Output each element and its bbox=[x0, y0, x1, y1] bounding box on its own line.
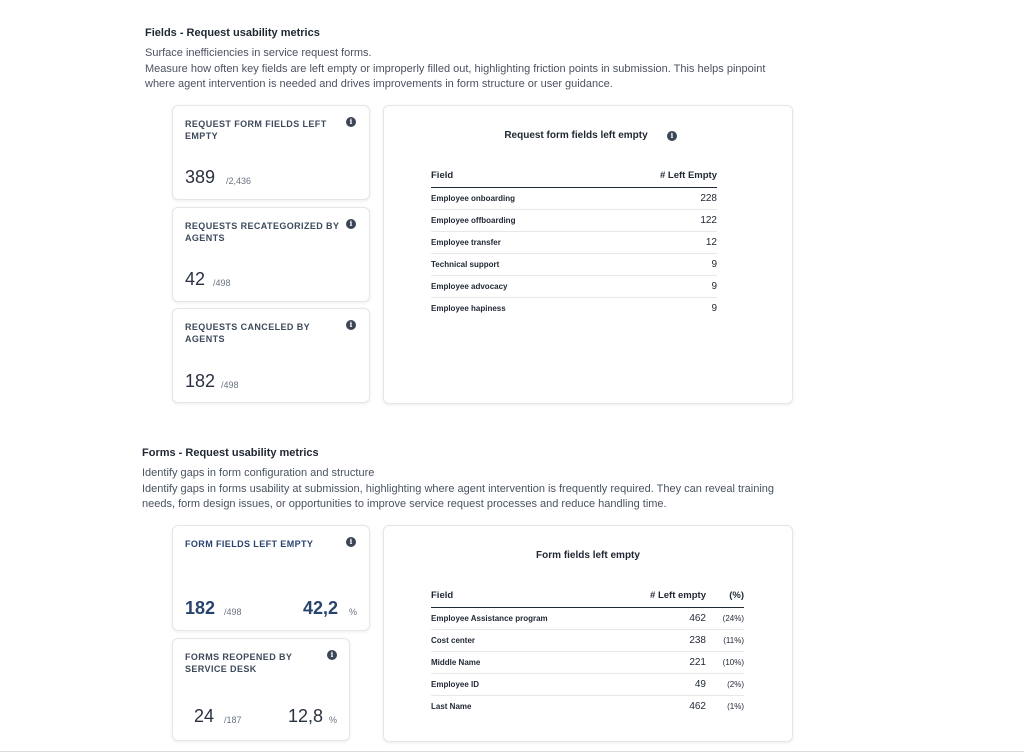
column-header-field: Field bbox=[431, 590, 617, 608]
fields-section-title: Fields - Request usability metrics bbox=[145, 27, 320, 39]
table-row: Employee ID 49 (2%) bbox=[431, 674, 744, 696]
table-row: Employee onboarding 228 bbox=[431, 188, 717, 210]
metric-percent: 12,8 bbox=[288, 706, 324, 726]
metric-value: 389 bbox=[185, 167, 216, 187]
forms-section-title: Forms - Request usability metrics bbox=[142, 447, 319, 459]
card-label: REQUESTS CANCELED BY AGENTS bbox=[185, 322, 311, 344]
table-header-row bbox=[431, 590, 744, 608]
card-label: REQUEST FORM FIELDS LEFT EMPTY bbox=[185, 119, 327, 141]
info-icon[interactable]: i bbox=[346, 320, 356, 330]
card-label: REQUESTS RECATEGORIZED BY AGENTS bbox=[185, 221, 340, 243]
table-row: Middle Name 221 (10%) bbox=[431, 652, 744, 674]
table-title: Request form fields left empty bbox=[504, 130, 648, 141]
table-row: Employee transfer 12 bbox=[431, 232, 717, 254]
forms-section-description: Identify gaps in form configuration and structure Identify gaps in forms usability at submission, highlighting where agent intervention is frequently required. They can reveal training needs, form design issues, or opportunities to improve service request processes and reduce handling time. bbox=[142, 467, 775, 510]
column-header-left-empty: # Left empty bbox=[617, 590, 706, 608]
request-fields-empty-card bbox=[172, 105, 370, 200]
metric-value: 182 bbox=[185, 598, 216, 618]
metric-value: 182 bbox=[185, 371, 216, 391]
table-row: Cost center 238 (11%) bbox=[431, 630, 744, 652]
percent-unit: % bbox=[329, 715, 338, 725]
request-fields-table-card bbox=[383, 105, 793, 404]
card-label: FORMS REOPENED BY SERVICE DESK bbox=[185, 652, 293, 674]
metric-total: /187 bbox=[224, 715, 242, 725]
form-fields-table bbox=[431, 590, 744, 717]
column-header-left-empty: # Left Empty bbox=[602, 170, 717, 188]
metric-total: /2,436 bbox=[226, 176, 252, 186]
info-icon[interactable]: i bbox=[346, 537, 356, 547]
form-fields-empty-card bbox=[172, 525, 370, 631]
metric-percent: 42,2 bbox=[303, 598, 339, 618]
info-icon[interactable]: i bbox=[327, 650, 337, 660]
percent-unit: % bbox=[349, 607, 358, 617]
form-fields-table-card bbox=[383, 525, 793, 742]
info-icon[interactable]: i bbox=[346, 219, 356, 229]
requests-recategorized-card bbox=[172, 207, 370, 302]
table-row: Employee hapiness 9 bbox=[431, 303, 717, 314]
table-header-row bbox=[431, 170, 717, 188]
metric-value: 42 bbox=[185, 269, 206, 289]
requests-canceled-card bbox=[172, 308, 370, 403]
table-row: Employee advocacy 9 bbox=[431, 276, 717, 298]
fields-section-description: Surface inefficiencies in service request forms. Measure how often key fields are left empty or improperly filled out, highlighting friction points in submission. This helps pinpoint where agent intervention is needed and drives improvements in form structure or user guidance. bbox=[145, 47, 766, 90]
column-header-field: Field bbox=[431, 170, 602, 188]
metric-total: /498 bbox=[221, 380, 239, 390]
info-icon[interactable]: i bbox=[346, 117, 356, 127]
page-bottom-divider bbox=[0, 751, 1024, 752]
table-row: Employee offboarding 122 bbox=[431, 210, 717, 232]
metric-total: /498 bbox=[213, 278, 231, 288]
request-fields-table bbox=[431, 170, 717, 319]
card-label: FORM FIELDS LEFT EMPTY bbox=[185, 539, 314, 549]
table-title: Form fields left empty bbox=[536, 550, 640, 561]
info-icon[interactable]: i bbox=[667, 131, 677, 141]
metric-value: 24 bbox=[194, 706, 215, 726]
metric-total: /498 bbox=[224, 607, 242, 617]
column-header-percent: (%) bbox=[706, 590, 744, 608]
table-row: Last Name 462 (1%) bbox=[431, 701, 744, 712]
forms-reopened-card bbox=[172, 638, 350, 741]
table-row: Employee Assistance program 462 (24%) bbox=[431, 608, 744, 630]
table-row: Technical support 9 bbox=[431, 254, 717, 276]
